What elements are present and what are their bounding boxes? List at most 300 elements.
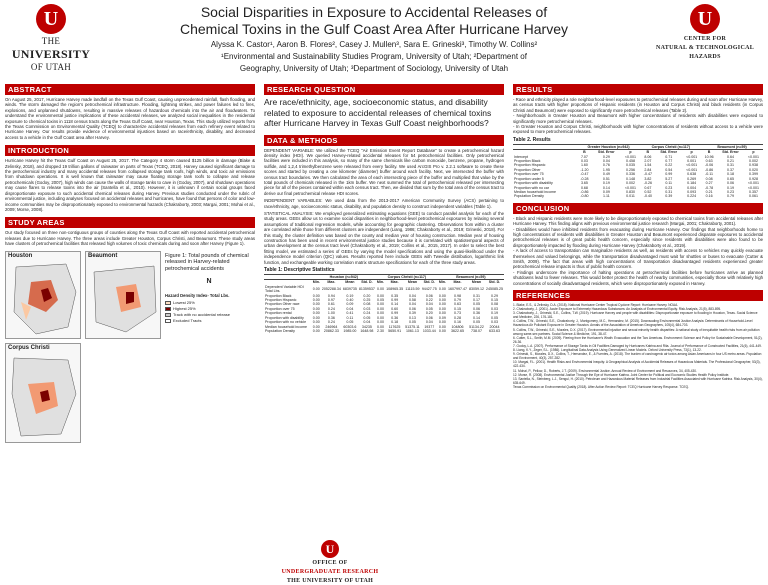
table-cell: 0.00 <box>312 298 320 303</box>
center-logo-line2: NATURAL & TECHNOLOGICAL <box>655 45 755 51</box>
table-cell: 0.98 <box>454 293 461 298</box>
table-cell: 738.07 <box>471 328 482 333</box>
logo-line3: OF UTAH <box>30 62 72 72</box>
table-cell: 1607997.47 <box>448 287 467 292</box>
table-cell: 0.60 <box>391 306 399 311</box>
table-cell: 3622.65 <box>451 328 464 333</box>
table-cell: 0.18 <box>727 172 734 177</box>
u-logo-icon: U <box>321 540 339 558</box>
table1-subheader: Max. <box>453 280 462 285</box>
table2-subheader: Std. Error <box>722 150 739 155</box>
table-cell: 104806 <box>451 324 464 329</box>
figure-caption: Figure 1: Total pounds of chemical released in Harvey-related petrochemical accidents <box>165 252 249 272</box>
table-cell: 94427.75 <box>421 287 437 292</box>
center-logo-line1: CENTER FOR <box>683 36 727 42</box>
logo-line1: THE <box>41 36 61 46</box>
table-cell: -0.47 <box>580 172 589 177</box>
poster-title-line2: Chemical Toxins in the Gulf Coast Area After Hurricane Harvey <box>179 21 569 37</box>
table-cell: 0.39 <box>665 194 673 199</box>
legend-title: Hazard Density Index- Total Lbs. <box>165 293 230 299</box>
table-cell: 0.63 <box>454 302 461 307</box>
table-cell: -0.11 <box>705 172 714 177</box>
row-label: Population Density <box>265 328 295 333</box>
table-cell: 0.093 <box>687 189 697 194</box>
table-cell: 0.04 <box>602 159 610 164</box>
table-cell: 5650.91 <box>388 328 402 333</box>
row-label: Proportion Black <box>514 159 541 164</box>
left-column <box>5 84 255 446</box>
table-cell: 0.00 <box>376 293 384 298</box>
table-cell: 0.31 <box>473 293 480 298</box>
table-cell: 0.269 <box>687 176 697 181</box>
table-cell: 0.27 <box>705 181 713 186</box>
table-cell: 0.020 <box>748 167 758 172</box>
table-cell: -0.86 <box>580 189 589 194</box>
legend-item <box>165 306 253 311</box>
table-cell: 1.60 <box>580 163 588 168</box>
table-cell: 0.00 <box>312 306 320 311</box>
houston-map <box>5 251 81 339</box>
legend-swatch <box>165 319 171 323</box>
table-cell: 0.13 <box>408 315 416 320</box>
table-cell: 1061.13 <box>405 328 419 333</box>
table-cell: 0.17 <box>473 298 480 303</box>
table-cell: 633.63 <box>489 328 500 333</box>
table-cell: 0.71 <box>665 154 673 159</box>
table-cell: 2.84 <box>644 167 652 172</box>
table-cell: 0.224 <box>687 194 697 199</box>
footer-logo-line1: OFFICE OF <box>312 560 348 566</box>
table-cell: 0.08 <box>491 302 498 307</box>
table-cell: 1985.00 <box>343 328 357 333</box>
row-label: Proportion under 5 <box>514 176 544 181</box>
poster-header <box>0 0 768 78</box>
table-cell: 1.54 <box>644 163 652 168</box>
table-cell: 20862.33 <box>323 328 339 333</box>
legend-item <box>165 312 253 317</box>
table-cell: 0.22 <box>665 163 673 168</box>
references-heading: REFERENCES <box>513 290 763 301</box>
table1-body <box>264 285 504 333</box>
table-cell: 0.35 <box>391 293 399 298</box>
table2-group-header: Corpus Christi (n=117) <box>651 144 691 149</box>
table-cell: 0.14 <box>473 315 480 320</box>
table-cell: 0.21 <box>727 159 734 164</box>
table-cell: 0.05 <box>491 315 498 320</box>
dependent-variable-text: DEPENDENT VARIABLE: We utilized the TCEQ "Air Emission Event Report Database" to create a petrochemical hazard density index (HDI). We queried Harvey-related accidental releases for 54 petrochemical facilities. Only petrochemical facilities were included in this analysis, so many of the same chemicals like carbon monoxide, benzene, propane, hydrogen sulfide, and 1,2,4 trimethylbenzene were released from every facility. We used ArcGIS Pro v. 2.2.1 software to create these scores and started by creating a one kilometer (diameter) buffer around each facility. Next, we intersected the buffer with census tract boundaries. We then calculated the area of each intersecting piece of the buffer and multiplied that value by the total pounds of chemicals released in the 1km buffer. We next summed the total of petrochemical released per intersecting piece for all of the pieces contained within each census tract. Then, we divided that sum by the total area of the census tract to derive our final petrochemical release HDI scores. <box>264 147 504 196</box>
table-cell: 0.05 <box>376 298 384 303</box>
table-cell: 0.06 <box>425 293 433 298</box>
beaumont-map <box>85 251 161 339</box>
conclusion-heading: CONCLUSION <box>513 203 763 214</box>
table2-title: Table 2. Results <box>513 136 551 143</box>
table1-subheader: Std. D. <box>361 280 373 285</box>
table-cell: 0.63 <box>705 159 713 164</box>
university-logo <box>8 4 94 72</box>
table-cell: 0.002 <box>625 181 635 186</box>
row-label: Proportion with no car <box>514 185 549 190</box>
table-cell: -0.78 <box>704 185 714 190</box>
table-cell: 0.001 <box>687 159 697 164</box>
abstract-text: On August 25, 2017, Hurricane Harvey made landfall on the Texas Gulf Coast, causing unprecedented rainfall, flash flooding, and winds. The storm damaged the region's petrochemical infrastructure. Flooding, lightning strikes, and power failures led to fires, explosions, and unplanned shutdowns, resulting in massive releases of hazardous chemicals into the air and floodwaters. To understand the environmental justice implications of these accidental releases, we analyzed social inequalities in the residential exposure to chemical toxins in 1118 census tracts along the Texas Gulf Coast, near Houston, Texas. This study utilized reports from the Texas Commission on Environmental Quality (TCEQ) to characterize accidental releases from each refinery event related to Hurricane Harvey. Our results provide evidence of environmental injustices based on race/ethnicity, disability, and decreased access to a vehicle in the Gulf Coast area after Harvey. <box>5 97 255 140</box>
table-cell: 0.05 <box>425 306 433 311</box>
table-cell: 0.14 <box>391 302 399 307</box>
table-cell: 0.22 <box>425 298 433 303</box>
affiliations-line2: Geography, University of Utah; ³Department of Sociology, University of Utah <box>239 64 509 73</box>
table1-subheader: Mean <box>345 280 355 285</box>
table-cell: 0.67 <box>644 185 652 190</box>
undergraduate-research-logo <box>270 540 390 585</box>
table1-subheader: Min. <box>438 280 446 285</box>
table-cell: 117625 <box>388 324 401 329</box>
u-logo-icon: U <box>690 4 720 34</box>
table-cell: 0.00 <box>438 287 446 292</box>
table-cell: 0.00 <box>376 311 384 316</box>
table-cell: 0.14 <box>602 185 610 190</box>
table-cell: 0.04 <box>425 320 433 325</box>
table-cell: 0.37 <box>727 167 734 172</box>
map-label-corpus-christi: Corpus Christi <box>8 344 50 351</box>
table1-subheader: Std. D. <box>488 280 501 285</box>
references-text: 1. Blake, E.S., & Zelinsky, D.A. (2018). National Hurricane Center Tropical Cyclone Report: Hurricane Harvey. NOAA. 2. Chakraborty, J. (2001). Acute Exposure to Extremely Hazardous Substances: An Analysis of Environmental Equity. Risk Analysis, 21(5), 883-895. 3. Chakraborty, J., Grineski, S.E., Collins, T.W. (2019). Hurricane Harvey and people with disabilities: Disproportionate exposure to flooding in Houston, Texas. Social Science and Medicine, 226, 176-181. 4. Collins, T.W., Grineski, S.E., Chakraborty, J., Montgomery, M.C., Hernandez, M. (2015). Downscaling Environmental Justice Analysis: Determinants of Household-Level Hazardous Air Pollutant Exposure in Greater Houston. Annals of the Association of American Geographers, 105(4), 684-703. 5. Collins, T.W., Grineski, S.E., Morales, D.X. (2017). Environmental injustice and sexual minority health disparities: A national study of inequitable health risks from air pollution among same-sex partners. Social Science & Medicine, 191, 38-47. 6. Cutter, S.L., Smith, M.M. (2009). Fleeing from the Hurricane's Wrath: Evacuation and the Two Americas. Environment: Science and Policy for Sustainable Development, 51(2), 26-36. 7. Godoy, L.A. (2007). Performance of Storage Tanks in Oil Facilities Damaged by Hurricanes Katrina and Rita. Journal of Performance of Constructed Facilities, 21(6), 441-449. 8. Liang, K.Y., Zeger, S.L. (1986). Longitudinal Data Analysis Using Generalized Linear Models. Oxford University Press, 73(1), 13-22. 9. Grineski, S., Morales, D.X., Collins, T., Hernandez, E., & Fuentes, A. (2018). The burden of carcinogenic air toxics among Asian Americans in four US metro areas. Population and Environment, 40(3), 257-282. 10. Margai, F.L. (2001). Health Risks and Environmental Inequity: A Geographical Analysis of Accidental Releases of Hazardous Materials. The Professional Geographer, 53(3), 422-434. 11. Mohai, P., Pellow, D., Roberts, J.T. (2009). Environmental Justice. Annual Review of Environment and Resources, 34, 405-430. 12. Morse, R. (2008). Environmental Justice Through the Eye of Hurricane Katrina. Joint Center for Political and Economic Studies Health Policy Institute. 13. Santella, N., Steinberg, L.J., Sengul, H. (2010). Petroleum and Hazardous Material Releases from Industrial Facilities Associated with Hurricane Katrina. Risk Analysis, 30(4), 635-649. Texas Commission on Environmental Quality (2018). After Action Review Report: TCEQ Hurricane Harvey Response. TCEQ. <box>513 303 763 389</box>
table-cell: 0.06 <box>473 306 480 311</box>
table-cell: 0.00 <box>438 302 446 307</box>
table-cell: 0.399 <box>748 172 758 177</box>
table-cell: 0.011 <box>626 194 635 199</box>
table-cell: 0.24 <box>327 306 335 311</box>
table-cell: 0.00 <box>438 320 446 325</box>
table-cell: 0.00 <box>438 311 446 316</box>
table-cell: 0.16 <box>705 194 713 199</box>
table-cell: 0.05 <box>473 320 480 325</box>
table-cell: 0.40 <box>346 298 354 303</box>
table-cell: -0.26 <box>643 181 652 186</box>
table-cell: 0.04 <box>408 293 416 298</box>
table-cell: 6839735 <box>342 287 357 292</box>
table2-subheader: Std. Error <box>660 150 677 155</box>
table-cell: 1648.98 <box>360 328 374 333</box>
table-cell: 5.27 <box>665 176 673 181</box>
table-cell: <0.001 <box>686 163 698 168</box>
table2-subheader: B <box>583 150 586 155</box>
table-cell: <0.001 <box>747 185 760 190</box>
legend-swatch <box>165 301 171 305</box>
table-cell: 0.19 <box>491 311 498 316</box>
table1-subheader: Mean <box>471 280 482 285</box>
table1-subheader: Min. <box>376 280 385 285</box>
table1-group-header: Corpus Christi (n=117) <box>387 275 427 280</box>
table-cell: 1.11 <box>602 194 610 199</box>
table-cell: 0.00 <box>312 328 320 333</box>
corpus-christi-map <box>5 343 81 443</box>
table1-subheader: Max. <box>327 280 336 285</box>
table-cell: 0.99 <box>391 311 399 316</box>
table2-group-header: Beaumont (n=59) <box>717 144 747 149</box>
table-cell: -0.28 <box>580 176 589 181</box>
row-label: Proportion Hispanic <box>265 298 297 303</box>
table-cell: 0.830 <box>625 189 635 194</box>
results-heading: RESULTS <box>513 84 763 95</box>
table1-subheader: Max. <box>390 280 399 285</box>
footer-logo-line3: THE UNIVERSITY OF UTAH <box>286 578 374 584</box>
table-cell: <0.001 <box>686 167 698 172</box>
affiliations-line1: ¹Environmental and Sustainability Studies Program, University of Utah; ²Department of <box>221 52 527 61</box>
u-logo-icon: U <box>36 4 66 34</box>
row-label: Proportion with disability <box>265 315 304 320</box>
figure-1-caption <box>165 253 253 324</box>
table-cell: 0.41 <box>346 311 354 316</box>
table-row <box>264 329 504 333</box>
table2-body <box>513 155 763 199</box>
table-cell: 8.06 <box>644 154 652 159</box>
middle-column <box>264 84 504 333</box>
row-label: Proportion rental <box>265 311 292 316</box>
legend-swatch <box>165 307 171 311</box>
table-cell: 108965.35 <box>386 287 404 292</box>
table-cell: 0.54 <box>665 167 673 172</box>
table-cell: 1.95 <box>602 167 610 172</box>
row-label: Median household income <box>514 189 556 194</box>
legend-item <box>165 318 253 323</box>
table-cell: 246964 <box>325 324 338 329</box>
footer-logo-line2: UNDERGRADUATE RESEARCH <box>281 569 379 575</box>
table-cell: 0.16 <box>454 320 461 325</box>
abstract-heading: ABSTRACT <box>5 84 255 95</box>
table-cell: 0.15 <box>491 298 498 303</box>
table-cell: 0.20 <box>363 293 371 298</box>
table-cell: <0.001 <box>624 154 637 159</box>
table-cell: <0.001 <box>624 185 637 190</box>
table-cell: 0.09 <box>346 302 354 307</box>
table-cell: 81359537 <box>358 287 375 292</box>
table-cell: 0.00 <box>438 324 446 329</box>
table-cell: 0.04 <box>363 320 371 325</box>
table-cell: 2.07 <box>644 159 652 164</box>
table2-subheader: p <box>690 150 693 155</box>
table-cell: 0.256 <box>625 167 635 172</box>
center-logo <box>650 4 760 61</box>
table-cell: 0.928 <box>748 176 758 181</box>
table-cell: 0.04 <box>346 306 354 311</box>
table1-title: Table 1: Descriptive Statistics <box>264 267 335 274</box>
logo-line2: UNIVERSITY <box>11 47 91 61</box>
table-cell: 0.184 <box>687 181 697 186</box>
table-cell: 0.00 <box>312 293 320 298</box>
table-cell: 0.03 <box>580 159 588 164</box>
table-cell: 7.07 <box>580 154 588 159</box>
table-cell: 0.61 <box>327 302 335 307</box>
table-cell: 0.00 <box>376 302 384 307</box>
table-cell: 1033.44 <box>422 328 436 333</box>
table-cell: 0.49 <box>602 172 610 177</box>
table-cell: 0.04 <box>425 302 433 307</box>
table-cell: 0.357 <box>748 189 758 194</box>
table-cell: 0.24 <box>363 311 371 316</box>
introduction-text: Hurricane Harvey hit the Texas Gulf Coast on August 25, 2017. The Category 4 storm caused $125 billion in damage (Blake & Zelinsky, 2018), and dropped 19 trillion gallons of rainwater on parts of Texas (TCEQ, 2018). Harvey caused significant damage to the petrochemical industry and many accidental releases from collapsed storage tank roofs, high winds, and toxic air emissions from shutdown operations. It is well known that rainwater may cause floating storage tank roofs to collapse and release petrochemicals (Godoy, 2007), high winds can cause the walls of storage tanks to cave in (Godoy, 2007), and shutdown operations may cause flares to release toxins into the air (Santella et al., 2010). However, it is unknown if certain social groups faced disproportionate exposure to such accidental chemical releases during Harvey. Previous studies conducted under the rubric of environmental justice, including analyses focused on accidental releases and hurricanes, have found that persons of color and low-income communities may be disproportionately exposed to environmental hazards (Chakraborty, 2003; Margai, 2001; Mohai et al., 2009; Morse, 2008). <box>5 158 255 212</box>
houston-map-shape <box>6 252 82 340</box>
table-cell: -0.40 <box>643 194 652 199</box>
row-label: Proportion with disability <box>514 181 553 186</box>
corpus-christi-map-shape <box>6 344 82 444</box>
table1-group-header: Houston (n=942) <box>329 275 358 280</box>
introduction-heading: INTRODUCTION <box>5 145 255 156</box>
map-label-houston: Houston <box>8 252 33 259</box>
table-cell: 0.061 <box>748 194 758 199</box>
table-cell: 0.00 <box>376 320 384 325</box>
table-cell: 83059.12 <box>469 287 484 292</box>
table2-group-header: Greater Houston (n=942) <box>587 144 630 149</box>
table-cell: 0.20 <box>425 311 433 316</box>
table-cell: 0.004 <box>687 185 697 190</box>
table-cell: 0.05 <box>408 320 416 325</box>
table-cell: 10.96 <box>704 154 714 159</box>
table-cell: 0.31 <box>727 163 734 168</box>
table-cell: 0.36 <box>473 311 480 316</box>
table1-descriptive-statistics <box>264 274 504 333</box>
table-cell: 0.58 <box>408 298 416 303</box>
legend <box>165 300 253 323</box>
row-label: Median household income <box>265 324 307 329</box>
table-cell: 0.36 <box>391 315 399 320</box>
table-cell: 0.31 <box>665 189 673 194</box>
study-areas-heading: STUDY AREAS <box>5 217 255 228</box>
map-label-beaumont: Beaumont <box>88 252 118 259</box>
legend-label: Track with no accidental release <box>173 312 230 318</box>
table-cell: 0.05 <box>473 302 480 307</box>
table2-subheader: p <box>629 150 632 155</box>
table-cell: <0.001 <box>747 181 760 186</box>
poster-title-line1: Social Disparities in Exposure to Accidental Releases of <box>200 4 548 20</box>
table-cell: 0.035 <box>625 163 635 168</box>
table-cell: 19377 <box>424 324 435 329</box>
table-cell: 51134.22 <box>469 324 484 329</box>
table-cell: 0.00 <box>376 315 384 320</box>
table-cell: 0.51 <box>602 176 610 181</box>
table-cell: 0.00 <box>312 320 320 325</box>
table-cell: 0.11 <box>665 181 673 186</box>
results-text: - Race and ethnicity played a role neighborhood-level exposures to petrochemical releases during and soon after Hurricane Harvey, as census tracts with higher proportions of Hispanic residents (in Houston and Corpus Christi) and black residents (in Corpus Christi and Beaumont) were exposed to significantly more petrochemical releases (Table 2). - Neighborhoods in Greater Houston and Beaumont with higher concentrations of residents with disabilities were exposed to significantly more petrochemical releases. - In Greater Houston and Corpus Christi, neighborhoods with higher concentrations of residents without access to a vehicle were exposed to more petrochemical releases. <box>513 97 763 135</box>
table-cell: 0.00 <box>312 311 320 316</box>
table-row <box>264 285 504 294</box>
table-cell: 0.00 <box>376 287 384 292</box>
table-cell: 0.23 <box>727 189 734 194</box>
table-cell: 0.19 <box>346 293 354 298</box>
table-cell: 20044 <box>489 324 500 329</box>
table-cell: 0.24 <box>327 320 335 325</box>
table2-subheader: B <box>707 150 711 155</box>
table-cell: 0.06 <box>408 306 416 311</box>
row-label: Proportion over 75 <box>514 172 544 177</box>
table-cell: 11115.59 <box>405 287 420 292</box>
table-cell: 0.00 <box>438 306 446 311</box>
table-cell: 0.29 <box>491 293 498 298</box>
table-cell: 0.638 <box>687 172 697 177</box>
table-cell: 0.25 <box>363 298 371 303</box>
table-cell: 0.00 <box>312 324 320 329</box>
row-label: Proportion with no vehicle <box>265 320 307 325</box>
table-cell: -0.86 <box>704 167 714 172</box>
table-cell: 0.23 <box>665 185 673 190</box>
legend-label: Highest 25% <box>173 306 196 312</box>
legend-item <box>165 300 253 305</box>
row-label: Proportion Hispanic <box>514 163 546 168</box>
table1-subheader: Std. D. <box>423 280 435 285</box>
table-cell: 3.65 <box>580 181 588 186</box>
table-cell: 0.06 <box>727 181 734 186</box>
table-cell: 0.00 <box>376 324 384 329</box>
row-label: Proportion Black <box>265 293 292 298</box>
table-cell: 2052288.34 <box>321 287 341 292</box>
research-question-heading: RESEARCH QUESTION <box>264 84 504 95</box>
row-label: Proportion Other <box>514 167 541 172</box>
figure-1 <box>5 251 255 446</box>
table-cell: 0.05 <box>346 320 354 325</box>
table-cell: <0.001 <box>686 154 698 159</box>
table-cell: 0.458 <box>625 159 635 164</box>
legend-label: Lowest 25% <box>173 300 195 306</box>
data-methods-heading: DATA & METHODS <box>264 135 504 146</box>
table-cell: 0.03 <box>363 306 371 311</box>
table-row <box>513 194 763 198</box>
independent-variables-text: INDEPENDENT VARIABLES: We used data from the 2013-2017 American Community Survey (ACS) pertaining to race/ethnicity, age, socioeconomic status, disability, and population density to construct independent variables (Table 1). <box>264 198 504 209</box>
table1-subheader: Min. <box>312 280 320 285</box>
row-label: Proportion over 75 <box>265 306 295 311</box>
table-cell: 0.94 <box>327 293 335 298</box>
table-cell: 0.09 <box>602 189 610 194</box>
conclusion-text: - Black and Hispanic residents were more likely to be disproportionately exposed to chemical toxins from accidental releases after Hurricane Harvey. This finding aligns with previous environmental justice research (Margai, 2001; Chakraborty, 2001). - Disabilities would have inhibited residents from evacuating during Hurricane Harvey. Our findings that neighborhoods home to high concentrations of residents with disabilities in Greater Houston and Beaumont experienced disparate exposures to accidental petrochemical releases is of great public health concern, especially since residents with disabilities were also found to be disproportionately impacted by flooding during Hurricane Harvey (Chakraborty et al., 2019). - A lack of access to transportation can marginalize residents as well, as residents with access to vehicles may quickly evacuate themselves and valued belongings, while the transportation disadvantaged must wait for shuttles or buses to evacuate (Cutter & Smith, 2009). The fact that areas with high concentrations of transportation disadvantaged residents experienced greater petrochemical release impacts is thus of public health concern. - Findings underscore the importance of halting operations at petrochemical facilities before hurricanes arrive as planned shutdowns lead to fewer releases. This would better protect the health of nearby communities, especially those with relatively high concentrations of socially disadvantaged residents, which were disproportionately exposed in Harvey. <box>513 215 763 286</box>
table-cell: 0.18 <box>391 320 399 325</box>
table-cell: 0.65 <box>727 176 734 181</box>
table-cell: 0.938 <box>748 163 758 168</box>
north-arrow-icon: N <box>206 278 212 286</box>
center-logo-line3: HAZARDS <box>689 54 721 60</box>
table-cell: 0.77 <box>665 159 673 164</box>
table-cell: 0.97 <box>327 298 335 303</box>
table-cell: 0.52 <box>644 189 652 194</box>
table-cell: 34235 <box>361 324 372 329</box>
table-cell: 0.00 <box>376 306 384 311</box>
table-cell: 0.28 <box>454 315 461 320</box>
legend-label: Excluded Tracts <box>173 318 202 324</box>
table-cell: 245085.25 <box>486 287 503 292</box>
table-cell: 0.03 <box>491 306 498 311</box>
row-label: Proportion Other race <box>265 302 300 307</box>
table-cell: 0.19 <box>727 185 734 190</box>
table-cell: 2.30 <box>376 328 384 333</box>
legend-swatch <box>165 313 171 317</box>
table-cell: 0.002 <box>748 159 758 164</box>
table2-subheader: B <box>646 150 650 155</box>
table-cell: 0.00 <box>312 287 320 292</box>
row-label: Population Density <box>514 194 544 199</box>
table1-subheader: Mean <box>407 280 418 285</box>
table-cell: 0.99 <box>391 298 399 303</box>
table-cell: 0.15 <box>454 306 461 311</box>
table-cell: <0.001 <box>747 154 760 159</box>
table-cell: 3.82 <box>644 176 652 181</box>
table1-group-header: Beaumont (n=59) <box>456 275 486 280</box>
table-cell: 0.00 <box>312 302 320 307</box>
table-cell: 0.36 <box>327 315 335 320</box>
research-question-text: Are race/ethnicity, age, socioeconomic status, and disability related to exposure to accidental releases of chemical toxins after Hurricane Harvey in Texas Gulf Coast neighborhoods? <box>264 97 492 128</box>
table-cell: 0.00 <box>438 298 446 303</box>
authors: Alyssa K. Castor¹, Aaron B. Flores², Casey J. Mullen³, Sara E. Grineski³, Timothy W. Collins² <box>210 40 538 49</box>
study-areas-text: Our study focused on three non-contiguous groups of counties along the Texas Gulf Coast with reported accidental petrochemical releases due to Hurricane Harvey. The three areas include Greater Houston, Corpus Christi, and Beaumont. These study areas have clusters of petrochemical facilities that released high volumes of toxic chemicals during and soon after Harvey (Figure 1). <box>5 230 255 247</box>
table-cell: 0.73 <box>454 311 461 316</box>
table-cell: 0.05 <box>363 315 371 320</box>
table-cell: -0.80 <box>580 194 589 199</box>
table-cell: 0.08 <box>363 302 371 307</box>
